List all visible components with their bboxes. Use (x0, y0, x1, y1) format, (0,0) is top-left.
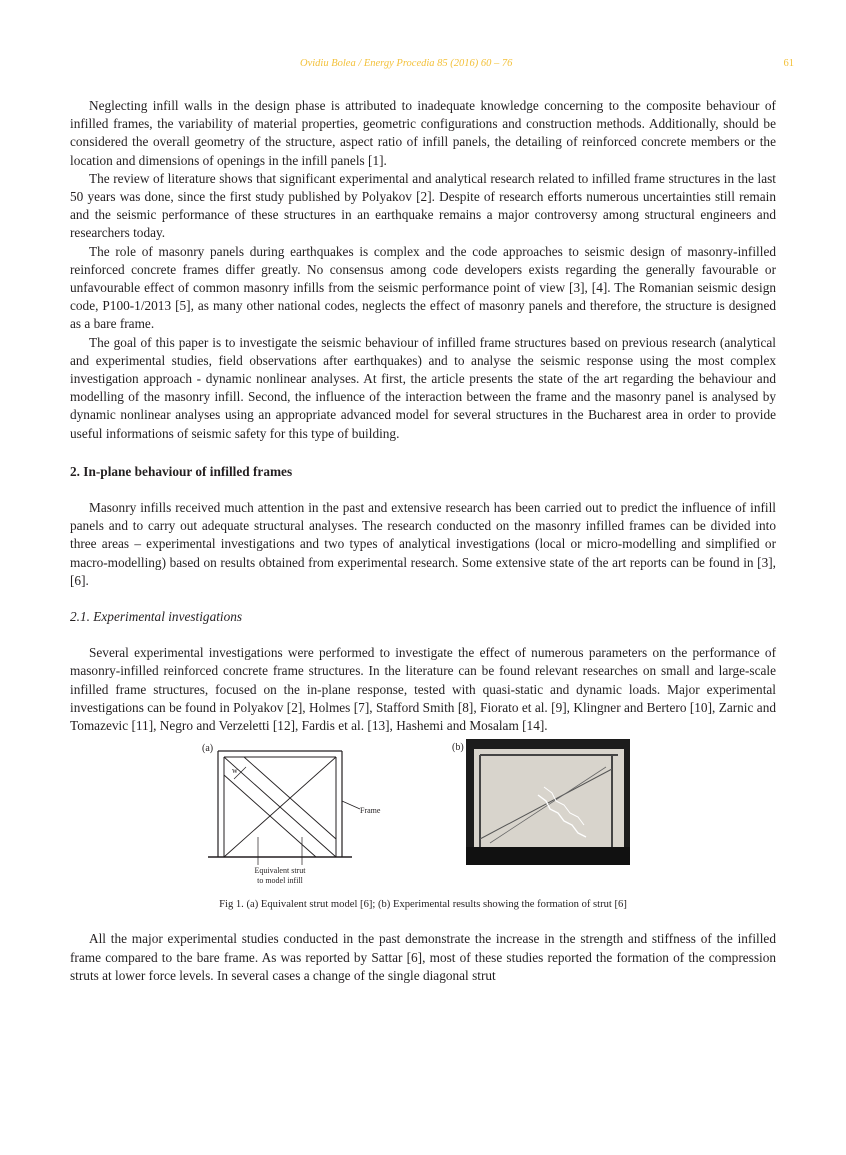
strut-width-label: w (232, 766, 238, 776)
strut-label-line-1: Equivalent strut (254, 866, 306, 876)
intro-paragraph-2: The review of literature shows that significant experimental and analytical research related to infilled frame structures in the last 50 years was done, since the first study published by Polyakov [2]. Despite of research efforts numerous uncertainties still remain and the seismic performance of these structures in an earthquake remains a major controversy among structural engineers and researchers today. (70, 170, 776, 241)
section-2-1-paragraph-1: Several experimental investigations were performed to investigate the effect of numerous parameters on the performance of masonry-infilled reinforced concrete frame structures. In the literature can be found relevant researches on small and large-scale infilled frame structures, focused on the in-plane response, tested with quasi-static and dynamic loads. Major experimental investigations can be found in Polyakov [2], Holmes [7], Stafford Smith [8], Fiorato et al. [9], Klingner and Bertero [10], Zarnic and Tomazevic [11], Negro and Verzeletti [12], Fardis et al. [13], Hashemi and Mosalam [14]. (70, 645, 776, 734)
experimental-photo (450, 739, 630, 865)
article-body (70, 97, 776, 985)
figure-1 (70, 739, 776, 894)
figure-1-caption: Fig 1. (a) Equivalent strut model [6]; (b) Experimental results showing the formation of strut [6] (219, 899, 627, 911)
frame-label: Frame (360, 806, 381, 816)
strut-label-line-2: to model infill (257, 876, 303, 886)
intro-paragraph-1: Neglecting infill walls in the design phase is attributed to inadequate knowledge concerning to the composite behaviour of infilled frames, the variability of material properties, geometric configurations and construction methods. Additionally, should be considered the overall geometry of the structure, aspect ratio of infill panels, the detailing of reinforced concrete members or the location and dimensions of openings in the infill panels [1]. (70, 98, 776, 168)
journal-citation: Ovidiu Bolea / Energy Procedia 85 (2016) 60 – 76 (300, 58, 513, 69)
subsection-heading: 2.1. Experimental investigations (70, 609, 243, 625)
panel-b-label: (b) (452, 742, 464, 754)
equivalent-strut-diagram (200, 739, 400, 887)
page-number: 61 (783, 58, 794, 69)
section-2-1-paragraph-2: All the major experimental studies conducted in the past demonstrate the increase in the strength and stiffness of the infilled frame compared to the bare frame. As was reported by Sattar [6], most of these studies reported the formation of the compression struts at lower force levels. In several cases a change of the single diagonal strut (70, 931, 776, 983)
panel-a-label: (a) (202, 743, 214, 755)
intro-paragraph-3: The role of masonry panels during earthquakes is complex and the code approaches to seismic design of masonry-infilled reinforced concrete frames differ greatly. No consensus among code developers exists regarding the generally favourable or unfavourable effect of common masonry infills from the seismic performance point of view [3], [4]. The Romanian seismic design code, P100-1/2013 [5], as many other national codes, neglects the effect of masonry panels and therefore, the structure is designed as a bare frame. (70, 243, 776, 332)
intro-paragraph-4: The goal of this paper is to investigate the seismic behaviour of infilled frame structures based on previous research (analytical and experimental studies, field observations after earthquakes) and to analyse the seismic response using the most complex investigation approach - dynamic nonlinear analyses. At first, the article presents the state of the art regarding the behaviour and modelling of the masonry infill. Second, the influence of the interaction between the frame and the masonry panel is analysed by dynamic nonlinear analyses using an appropriate advanced model for several structures in the Bucharest area in order to provide useful informations of seismic safety for this type of building. (70, 334, 776, 441)
section-2-paragraph-1: Masonry infills received much attention in the past and extensive research has been carried out to predict the influence of infill panels and to carry out adequate structural analyses. The research conducted on the masonry infilled frames can be divided into three areas – experimental investigations and two types of analytical investigations (local or micro-modelling and simplified or macro-modelling) based on results obtained from experimental research. Some extensive state of the art reports can be found in [3], [6]. (70, 500, 776, 588)
section-heading: 2. In-plane behaviour of infilled frames (70, 463, 293, 479)
running-head (0, 58, 846, 74)
